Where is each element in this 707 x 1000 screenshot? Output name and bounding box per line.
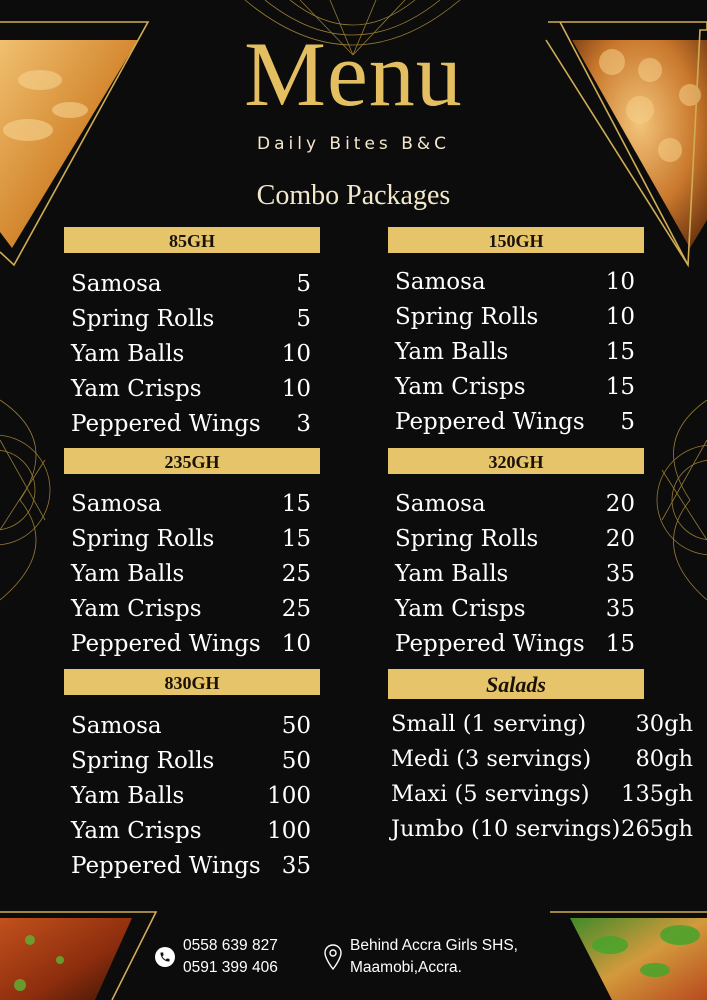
item-name: Spring Rolls	[71, 748, 215, 775]
item-qty: 10	[605, 304, 635, 331]
list-item	[391, 777, 693, 812]
list-item	[71, 487, 311, 522]
item-name: Yam Balls	[395, 338, 509, 365]
item-name: Samosa	[71, 713, 162, 740]
package-830gh	[64, 669, 320, 883]
item-qty: 15	[605, 373, 635, 400]
item-qty: 3	[296, 410, 311, 437]
package-item-list	[64, 487, 320, 661]
list-item	[391, 742, 693, 777]
address-line-2: Maamobi,Accra.	[350, 959, 462, 976]
item-name: Yam Crisps	[395, 595, 526, 622]
item-qty: 100	[267, 782, 311, 809]
item-name: Peppered Wings	[395, 408, 585, 435]
item-qty: 20	[605, 491, 635, 518]
package-150gh	[388, 227, 644, 439]
salad-price: 265gh	[621, 815, 693, 842]
list-item	[395, 591, 635, 626]
item-qty: 25	[281, 595, 311, 622]
list-item	[395, 404, 635, 439]
item-qty: 5	[620, 408, 635, 435]
item-name: Yam Balls	[395, 560, 509, 587]
item-qty: 10	[281, 630, 311, 657]
list-item	[71, 744, 311, 779]
list-item	[395, 369, 635, 404]
item-qty: 35	[281, 852, 311, 879]
item-name: Peppered Wings	[71, 410, 261, 437]
address-contact	[324, 935, 518, 979]
item-qty: 5	[296, 306, 311, 333]
menu-title: Menu	[244, 23, 463, 125]
item-name: Yam Balls	[71, 560, 185, 587]
item-name: Samosa	[71, 271, 162, 298]
list-item	[71, 337, 311, 372]
item-name: Spring Rolls	[395, 526, 539, 553]
list-item	[395, 335, 635, 370]
item-qty: 20	[605, 526, 635, 553]
item-name: Spring Rolls	[71, 526, 215, 553]
phone-number-2: 0591 399 406	[183, 959, 278, 976]
list-item	[71, 557, 311, 592]
salad-price: 135gh	[621, 780, 693, 807]
list-item	[71, 267, 311, 302]
location-pin-icon	[324, 944, 342, 970]
package-235gh	[64, 448, 320, 661]
list-item	[395, 265, 635, 300]
salad-size: Maxi (5 servings)	[391, 780, 590, 807]
item-name: Yam Crisps	[71, 595, 202, 622]
item-qty: 25	[281, 560, 311, 587]
package-price-header: 85GH	[64, 227, 320, 253]
address-line-1: Behind Accra Girls SHS,	[350, 937, 518, 954]
item-qty: 35	[605, 595, 635, 622]
list-item	[391, 811, 693, 846]
item-qty: 10	[281, 375, 311, 402]
item-name: Yam Crisps	[395, 373, 526, 400]
item-qty: 15	[605, 630, 635, 657]
package-320gh	[388, 448, 644, 661]
item-qty: 10	[605, 269, 635, 296]
list-item	[71, 709, 311, 744]
salad-size: Small (1 serving)	[391, 711, 587, 738]
list-item	[71, 848, 311, 883]
package-item-list	[64, 709, 320, 883]
list-item	[71, 813, 311, 848]
package-item-list	[64, 267, 320, 441]
phone-icon	[155, 947, 175, 967]
item-name: Spring Rolls	[395, 304, 539, 331]
item-name: Spring Rolls	[71, 306, 215, 333]
item-qty: 100	[267, 817, 311, 844]
list-item	[395, 300, 635, 335]
package-price-header: 235GH	[64, 448, 320, 474]
salad-size: Medi (3 servings)	[391, 746, 592, 773]
salad-size: Jumbo (10 servings)	[391, 815, 621, 842]
list-item	[395, 557, 635, 592]
list-item	[395, 522, 635, 557]
salads-section	[388, 669, 693, 846]
item-name: Peppered Wings	[395, 630, 585, 657]
package-item-list	[388, 487, 644, 661]
item-qty: 15	[281, 526, 311, 553]
item-qty: 50	[281, 713, 311, 740]
item-name: Samosa	[71, 491, 162, 518]
item-name: Yam Crisps	[71, 817, 202, 844]
list-item	[71, 626, 311, 661]
list-item	[395, 487, 635, 522]
salads-header: Salads	[388, 669, 644, 699]
item-name: Peppered Wings	[71, 852, 261, 879]
item-name: Samosa	[395, 269, 486, 296]
item-name: Yam Balls	[71, 782, 185, 809]
salad-price: 80gh	[635, 746, 693, 773]
item-qty: 15	[605, 338, 635, 365]
package-price-header: 320GH	[388, 448, 644, 474]
item-qty: 50	[281, 748, 311, 775]
phone-contact	[155, 935, 278, 979]
item-name: Yam Balls	[71, 340, 185, 367]
salads-list	[388, 707, 693, 846]
list-item	[395, 626, 635, 661]
list-item	[71, 371, 311, 406]
item-name: Samosa	[395, 491, 486, 518]
item-name: Peppered Wings	[71, 630, 261, 657]
brand-name: Daily Bites B&C	[257, 134, 450, 154]
package-85gh	[64, 227, 320, 441]
list-item	[71, 591, 311, 626]
combo-packages-heading: Combo Packages	[256, 180, 451, 211]
item-qty: 15	[281, 491, 311, 518]
phone-number-1: 0558 639 827	[183, 937, 278, 954]
salad-price: 30gh	[635, 711, 693, 738]
list-item	[71, 406, 311, 441]
package-item-list	[388, 265, 644, 439]
package-price-header: 150GH	[388, 227, 644, 253]
list-item	[71, 522, 311, 557]
item-qty: 10	[281, 340, 311, 367]
list-item	[71, 779, 311, 814]
item-qty: 35	[605, 560, 635, 587]
list-item	[71, 302, 311, 337]
list-item	[391, 707, 693, 742]
package-price-header: 830GH	[64, 669, 320, 695]
item-qty: 5	[296, 271, 311, 298]
item-name: Yam Crisps	[71, 375, 202, 402]
